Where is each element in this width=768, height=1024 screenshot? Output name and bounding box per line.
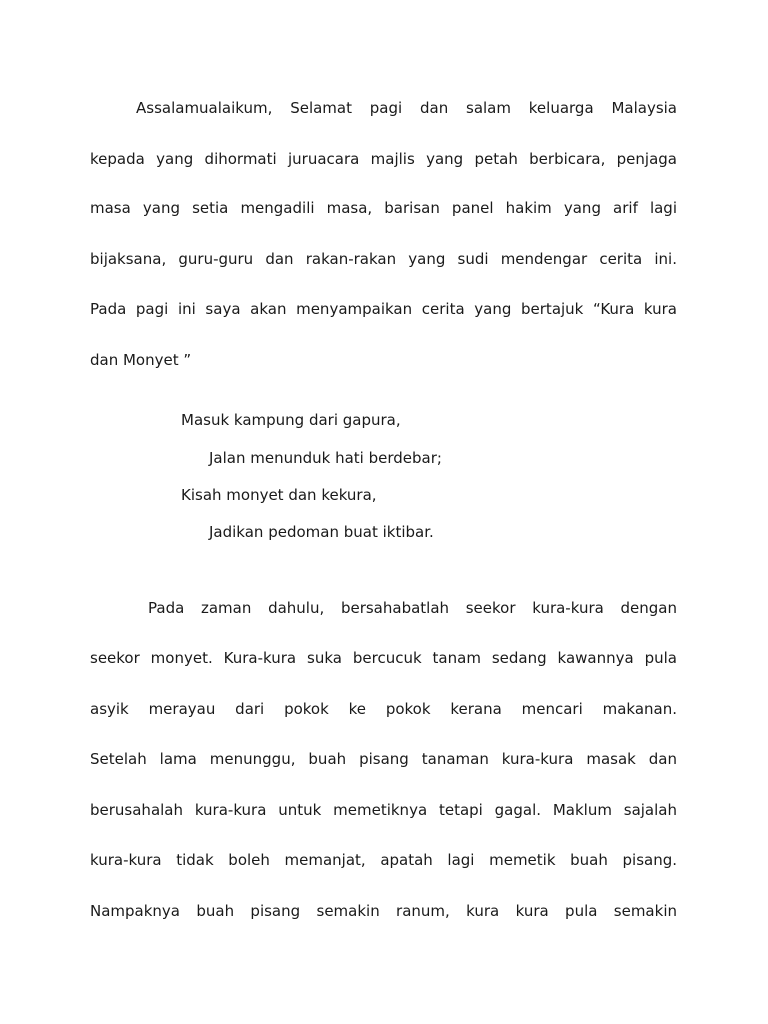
- paragraph-2-line-1: Pada zaman dahulu, bersahabatlah seekor kura-kura dengan: [148, 599, 677, 617]
- paragraph-2-line-6: kura-kura tidak boleh memanjat, apatah lagi memetik buah pisang.: [90, 851, 677, 869]
- paragraph-2-line-5: berusahalah kura-kura untuk memetiknya tetapi gagal. Maklum sajalah: [90, 801, 677, 819]
- paragraph-1-line-5: Pada pagi ini saya akan menyampaikan cerita yang bertajuk “Kura kura: [90, 300, 677, 318]
- paragraph-1-line-6: dan Monyet ”: [90, 351, 192, 369]
- paragraph-2-line-7: Nampaknya buah pisang semakin ranum, kura kura pula semakin: [90, 902, 677, 920]
- paragraph-1-line-4: bijaksana, guru-guru dan rakan-rakan yang sudi mendengar cerita ini.: [90, 250, 677, 268]
- poem-line-2: Jalan menunduk hati berdebar;: [209, 449, 442, 467]
- paragraph-2-line-2: seekor monyet. Kura-kura suka bercucuk tanam sedang kawannya pula: [90, 649, 677, 667]
- poem-line-3: Kisah monyet dan kekura,: [181, 486, 377, 504]
- paragraph-1-line-3: masa yang setia mengadili masa, barisan panel hakim yang arif lagi: [90, 199, 677, 217]
- paragraph-2-line-4: Setelah lama menunggu, buah pisang tanaman kura-kura masak dan: [90, 750, 677, 768]
- paragraph-1-line-2: kepada yang dihormati juruacara majlis yang petah berbicara, penjaga: [90, 150, 677, 168]
- paragraph-2-line-3: asyik merayau dari pokok ke pokok kerana mencari makanan.: [90, 700, 677, 718]
- poem-line-1: Masuk kampung dari gapura,: [181, 411, 401, 429]
- paragraph-1-line-1: Assalamualaikum, Selamat pagi dan salam keluarga Malaysia: [136, 99, 677, 117]
- poem-line-4: Jadikan pedoman buat iktibar.: [209, 523, 434, 541]
